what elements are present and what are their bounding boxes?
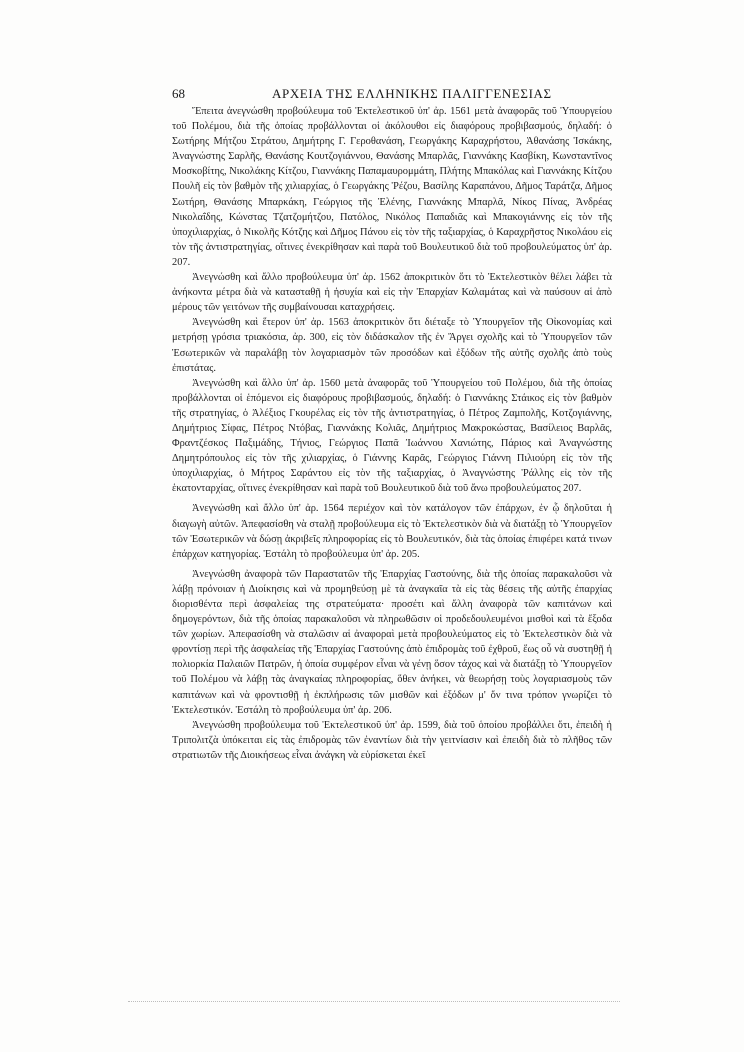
scan-edge-rule — [128, 1001, 620, 1002]
paragraph: Ἀνεγνώσθη καὶ ἄλλο ὑπ' ἀρ. 1560 μετὰ ἀναφορᾶς τοῦ Ὑπουργείου τοῦ Πολέμου, διὰ τῆς ὁποίας προβάλλονται οἱ ἑπόμενοι εἰς διαφόρους προβιβασμούς, δηλαδή: ὁ Γιαννάκης Στάικος εἰς τὸν βαθμὸν τῆς στρατηγίας, ὁ Ἀλέξιος Γκουρέλας εἰς τὸν τῆς ἀντιστρατηγίας, ὁ Πέτρος Ζαμπολῆς, Κοτζογιάννης, Δημήτριος Σίφας, Πέτρος Ντόβας, Γιαννάκης Κολιᾶς, Δημήτριος Μακροκώστας, Βασίλειος Βαρλᾶς, Φραντζέσκος Παξιμάδης, Τήνιος, Γεώργιος Παπᾶ Ἰωάννου Χανιώτης, Πάριος καὶ Ἀναγνώστης Δημητρόπουλος εἰς τὸν τῆς χιλιαρχίας, ὁ Γιάννης Καρᾶς, Γεώργιος Γιάννη Πιλιούρη εἰς τὸν τῆς ὑποχιλιαρχίας, ὁ Μήτρος Σαράντου εἰς τὸν τῆς ταξιαρχίας, ὁ Ἀναγνώστης Ῥάλλης εἰς τὸν τῆς ἑκατονταρχίας, οἵτινες ἐνεκρίθησαν καὶ παρὰ τοῦ Βουλευτικοῦ διὰ τοῦ ἄνω προβουλεύματος 207. — [172, 377, 612, 495]
body-text — [172, 104, 612, 763]
page-header — [172, 86, 612, 106]
paragraph: Ἀνεγνώσθη καὶ ἄλλο ὑπ' ἀρ. 1564 περιέχον καὶ τὸν κατάλογον τῶν ἐπάρχων, ἐν ᾧ δηλοῦται ἡ διαγωγὴ αὐτῶν. Ἀπεφασίσθη νὰ σταλῇ προβούλευμα εἰς τὸ Ἐκτελεστικὸν διὰ νὰ διατάξῃ τὸ Ὑπουργεῖον τῶν Ἐσωτερικῶν νὰ δώσῃ ἀκριβεῖς πληροφορίας εἰς τὸ Βουλευτικόν, διὰ τὰς ὁποίας ἐπιφέρει κατά τινων ἐπάρχων κατηγορίας. Ἐστάλη τὸ προβούλευμα ὑπ' ἀρ. 205. — [172, 503, 612, 560]
paragraph: Ἔπειτα ἀνεγνώσθη προβούλευμα τοῦ Ἐκτελεστικοῦ ὑπ' ἀρ. 1561 μετὰ ἀναφορᾶς τοῦ Ὑπουργείου τοῦ Πολέμου, διὰ τῆς ὁποίας προβάλλονται οἱ ἀκόλουθοι εἰς διαφόρους προβιβασμούς, δηλαδή: ὁ Σωτήρης Μήτζου Στράτου, Δημήτρης Γ. Γεροθανάση, Γεωργάκης Καραχρήστου, Ἀθανάσης Ἰσκάκης, Ἀναγνώστης Σαρλῆς, Θανάσης Κουτζογιάννου, Θανάσης Μπαρλᾶς, Γιαννάκης Κασβίκη, Κωνσταντῖνος Μοσκοβίτης, Νικολάκης Κίτζου, Γιαννάκης Παπαμαυρομμάτη, Πλήτης Μπακόλας καὶ Γιαννάκης Κίτζου Πουλῆ εἰς τὸν βαθμὸν τῆς χιλιαρχίας, ὁ Γεωργάκης Ῥέζου, Βασίλης Καραπάνου, Δῆμος Ταράτζα, Δῆμος Σωτήρη, Θανάσης Μπαρκάκη, Γεώργιος τῆς Ἑλένης, Γιαννάκης Μπαρλᾶ, Νίκος Πίνας, Ἀνδρέας Νικολαΐδης, Κώνστας Τζατζομήτζου, Πατόλος, Νικόλος Παπαδιᾶς καὶ Μπακογιάννης εἰς τὸν τῆς ὑποχιλιαρχίας, ὁ Νικολῆς Κότζης καὶ Δῆμος Πάνου εἰς τὸν τῆς ταξιαρχίας, ὁ Καραχρῆστος Νικολάου εἰς τὸν τῆς ἀντιστρατηγίας, οἵτινες ἐνεκρίθησαν καὶ παρὰ τοῦ Βουλευτικοῦ διὰ τοῦ προβουλεύματος ὑπ' ἀρ. 207. — [172, 106, 612, 268]
running-title: ΑΡΧΕΙΑ ΤΗΣ ΕΛΛΗΝΙΚΗΣ ΠΑΛΙΓΓΕΝΕΣΙΑΣ — [272, 86, 552, 101]
paragraph: Ἀνεγνώσθη καὶ ἕτερον ὑπ' ἀρ. 1563 ἀποκριτικὸν ὅτι διέταξε τὸ Ὑπουργεῖον τῆς Οἰκονομίας καὶ μετρήσῃ γρόσια τριακόσια, ἀρ. 300, εἰς τὸν διδάσκαλον τῆς ἐν Ἄργει σχολῆς καὶ τὸ Ὑπουργεῖον τῶν Ἐσωτερικῶν νὰ παραλάβῃ τὸν λογαριασμὸν τῶν προσόδων καὶ ἐξόδων τῆς αὐτῆς σχολῆς ἀπὸ τοὺς ἐπιστάτας. — [172, 317, 612, 374]
paragraph: Ἀνεγνώσθη καὶ ἄλλο προβούλευμα ὑπ' ἀρ. 1562 ἀποκριτικὸν ὅτι τὸ Ἐκτελεστικὸν θέλει λάβει τὰ ἀνήκοντα μέτρα διὰ νὰ κατασταθῇ ἡ ἡσυχία καὶ εἰς τὴν Ἐπαρχίαν Καλαμάτας καὶ νὰ παύσουν αἱ ἀπὸ μέρους τῶν γειτόνων τῆς συμβαίνουσαι καταχρήσεις. — [172, 272, 612, 314]
paragraph: Ἀνεγνώσθη ἀναφορὰ τῶν Παραστατῶν τῆς Ἐπαρχίας Γαστούνης, διὰ τῆς ὁποίας παρακαλοῦσι νὰ λάβῃ πρόνοιαν ἡ Διοίκησις καὶ νὰ προμηθεύσῃ μὲ τὰ ἀναγκαῖα τὰ εἰς τὰς θέσεις τῆς αὐτῆς ἐπαρχίας διορισθέντα περὶ ἀσφαλείας της στρατεύματα· προσέτι καὶ ἄλλη ἀναφορὰ τῶν καπιτάνων καὶ δημογερόντων, διὰ τῆς ὁποίας παρακαλοῦσι νὰ πληρωθῶσιν οἱ προδεδουλευμένοι μισθοὶ καὶ τὰ ἔξοδα τῶν χωρίων. Ἀπεφασίσθη νὰ σταλῶσιν αἱ ἀναφοραὶ μετὰ προβουλεύματος εἰς τὸ Ἐκτελεστικὸν διὰ νὰ φροντίσῃ περὶ τῆς ἀσφαλείας τῆς Ἐπαρχίας Γαστούνης ἀπὸ ἐπιδρομὰς τοῦ ἐχθροῦ, ἕως οὗ νὰ συστηθῇ ἡ πολιορκία Παλαιῶν Πατρῶν, ἡ ὁποία συμφέρον εἶναι νὰ γένῃ ὅσον τάχος καὶ νὰ διατάξῃ τὸ Ὑπουργεῖον τοῦ Πολέμου νὰ λάβῃ τὰς ἀναγκαίας πληροφορίας, ὅθεν ἀνήκει, νὰ θεωρήσῃ τοὺς λογαριασμοὺς τῶν καπιτάνων καὶ νὰ φροντισθῇ ἡ ἐκπλήρωσις τῶν μισθῶν καὶ ἐξόδων μ' ὅν τινα τρόπον γνωρίζει τὸ Ἐκτελεστικόν. Ἐστάλη τὸ προβούλευμα ὑπ' ἀρ. 206. — [172, 568, 612, 716]
paragraph: Ἀνεγνώσθη προβούλευμα τοῦ Ἐκτελεστικοῦ ὑπ' ἀρ. 1599, διὰ τοῦ ὁποίου προβάλλει ὅτι, ἐπειδὴ ἡ Τριπολιτζὰ ὑπόκειται εἰς τὰς ἐπιδρομὰς τῶν ἐναντίων διὰ τὴν γειτνίασιν καὶ ἐπειδὴ διὰ τὸ πλῆθος τῶν στρατιωτῶν τῆς Διοικήσεως εἶναι ἀνάγκη νὰ εὑρίσκεται ἐκεῖ — [172, 719, 612, 761]
page-number: 68 — [172, 86, 185, 101]
